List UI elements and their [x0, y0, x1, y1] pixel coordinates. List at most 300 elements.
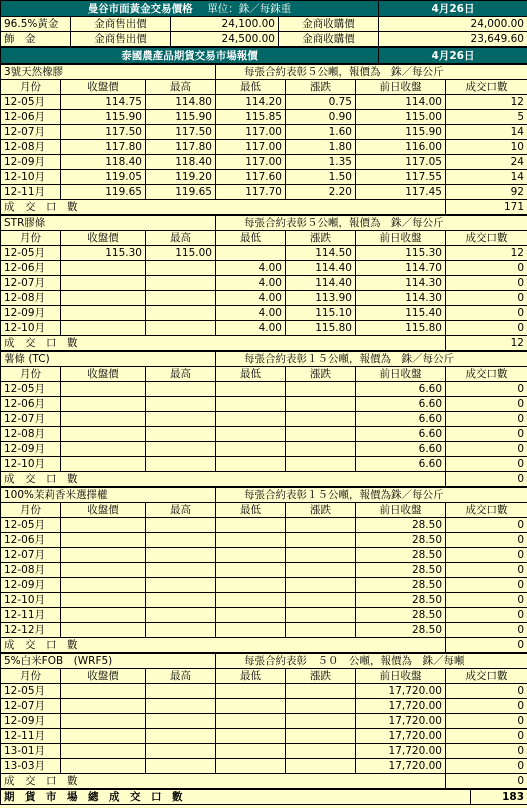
grand-total-label: 期 貨 市 場 總 成 交 口 數: [1, 790, 471, 805]
table-cell: [61, 397, 146, 412]
gold-buy-price: 24,000.00: [379, 17, 527, 32]
table-cell: [286, 578, 356, 593]
table-cell: 17,720.00: [356, 684, 446, 699]
table-cell: [61, 261, 146, 276]
table-cell: 14: [446, 125, 527, 140]
table-cell: [146, 533, 216, 548]
table-cell: 92: [446, 185, 527, 200]
table-cell: 117.50: [61, 125, 146, 140]
table-cell: 28.50: [356, 533, 446, 548]
table-cell: [146, 276, 216, 291]
table-cell: 115.85: [216, 110, 286, 125]
table-cell: 28.50: [356, 593, 446, 608]
section-total-row: [1, 336, 527, 351]
table-cell: [286, 684, 356, 699]
table-cell: 0.90: [286, 110, 356, 125]
table-cell: 12: [446, 246, 527, 261]
column-header: 最低: [216, 367, 286, 382]
table-cell: [146, 306, 216, 321]
section-title-row: [1, 654, 527, 669]
section-total-row: [1, 638, 527, 653]
column-header: 月份: [1, 503, 61, 518]
table-cell: 115.90: [146, 110, 216, 125]
table-cell: 1.50: [286, 170, 356, 185]
table-cell: 6.60: [356, 412, 446, 427]
table-cell: 0: [446, 261, 527, 276]
table-cell: 117.50: [146, 125, 216, 140]
table-row: [1, 412, 527, 427]
table-cell: [286, 608, 356, 623]
table-cell: [216, 759, 286, 774]
table-cell: [61, 427, 146, 442]
column-header: 最高: [146, 669, 216, 684]
table-cell: [146, 684, 216, 699]
table-cell: [216, 699, 286, 714]
table-cell: [216, 684, 286, 699]
table-cell: [61, 729, 146, 744]
column-header: 漲跌: [286, 231, 356, 246]
table-cell: 12-06月: [1, 261, 61, 276]
table-cell: 114.40: [286, 261, 356, 276]
table-cell: 12-09月: [1, 714, 61, 729]
column-header: 前日收盤: [356, 80, 446, 95]
gold-buy-label: 金商收購價: [279, 32, 379, 47]
table-cell: [61, 276, 146, 291]
table-cell: 114.50: [286, 246, 356, 261]
table-cell: [146, 442, 216, 457]
table-cell: 0: [446, 563, 527, 578]
table-cell: 0: [446, 578, 527, 593]
table-cell: [216, 593, 286, 608]
table-cell: 115.00: [356, 110, 446, 125]
table-cell: [61, 744, 146, 759]
section-header-row: [1, 80, 527, 95]
table-cell: 28.50: [356, 548, 446, 563]
table-cell: 12-06月: [1, 110, 61, 125]
table-row: [1, 246, 527, 261]
table-cell: 0: [446, 714, 527, 729]
table-cell: 1.80: [286, 140, 356, 155]
table-row: [1, 185, 527, 200]
table-cell: [216, 578, 286, 593]
column-header: 最低: [216, 503, 286, 518]
table-cell: [61, 623, 146, 638]
table-cell: 12-09月: [1, 155, 61, 170]
table-cell: 12-05月: [1, 518, 61, 533]
table-cell: 6.60: [356, 397, 446, 412]
table-cell: 0: [446, 593, 527, 608]
futures-sections: [0, 64, 527, 789]
table-cell: 12-05月: [1, 382, 61, 397]
table-cell: [146, 563, 216, 578]
table-cell: [146, 291, 216, 306]
table-cell: 119.65: [61, 185, 146, 200]
column-header: 前日收盤: [356, 367, 446, 382]
table-cell: 28.50: [356, 578, 446, 593]
table-row: [1, 699, 527, 714]
table-cell: 118.40: [146, 155, 216, 170]
table-cell: [216, 714, 286, 729]
table-cell: [286, 412, 356, 427]
table-cell: 0: [446, 623, 527, 638]
table-cell: [61, 412, 146, 427]
table-cell: [216, 382, 286, 397]
table-cell: 117.80: [61, 140, 146, 155]
table-cell: 118.40: [61, 155, 146, 170]
column-header: 最高: [146, 80, 216, 95]
table-cell: [61, 518, 146, 533]
table-cell: [146, 623, 216, 638]
table-cell: 6.60: [356, 427, 446, 442]
table-cell: [61, 533, 146, 548]
column-header: 最高: [146, 367, 216, 382]
table-cell: [146, 261, 216, 276]
table-cell: [61, 563, 146, 578]
gold-buy-label: 金商收購價: [279, 17, 379, 32]
table-cell: 119.65: [146, 185, 216, 200]
table-cell: 12-09月: [1, 442, 61, 457]
table-row: [1, 427, 527, 442]
column-header: 月份: [1, 231, 61, 246]
table-row: [1, 125, 527, 140]
section-contract-note: 每張合約表彰５公噸，報價為 銖／每公斤: [216, 216, 527, 231]
section-total-row: [1, 774, 527, 789]
table-cell: 2.20: [286, 185, 356, 200]
table-cell: [216, 397, 286, 412]
column-header: 漲跌: [286, 503, 356, 518]
column-header: 成交口數: [446, 80, 527, 95]
column-header: 收盤價: [61, 503, 146, 518]
section-total-label: 成 交 口 數: [1, 472, 446, 487]
section-contract-note: 每張合約表彰５公噸，報價為 銖／每公斤: [216, 65, 527, 80]
table-cell: 17,720.00: [356, 744, 446, 759]
table-cell: [146, 699, 216, 714]
table-cell: 14: [446, 170, 527, 185]
table-cell: [146, 321, 216, 336]
table-cell: 119.05: [61, 170, 146, 185]
column-header: 漲跌: [286, 367, 356, 382]
gold-price-table: [0, 0, 527, 47]
table-cell: [61, 382, 146, 397]
table-cell: [61, 548, 146, 563]
table-cell: [286, 397, 356, 412]
table-cell: 12-08月: [1, 291, 61, 306]
table-cell: 114.30: [356, 276, 446, 291]
table-cell: [61, 608, 146, 623]
table-cell: 117.00: [216, 155, 286, 170]
table-cell: 114.40: [286, 276, 356, 291]
table-row: [1, 261, 527, 276]
column-header: 最低: [216, 80, 286, 95]
table-cell: [61, 699, 146, 714]
table-row: [1, 593, 527, 608]
table-row: [1, 155, 527, 170]
table-cell: [146, 608, 216, 623]
table-cell: 5: [446, 110, 527, 125]
table-cell: 12-05月: [1, 246, 61, 261]
table-cell: 114.00: [356, 95, 446, 110]
table-cell: [286, 442, 356, 457]
table-cell: [61, 684, 146, 699]
gold-sell-label: 金商售出價: [71, 32, 171, 47]
section-total-label: 成 交 口 數: [1, 774, 446, 789]
section-name: 5%白米FOB (WRF5): [1, 654, 216, 669]
table-cell: 0: [446, 744, 527, 759]
table-cell: 4.00: [216, 276, 286, 291]
table-cell: [286, 548, 356, 563]
table-cell: 115.00: [146, 246, 216, 261]
table-cell: [286, 759, 356, 774]
table-cell: 117.70: [216, 185, 286, 200]
table-row: [1, 608, 527, 623]
table-cell: [61, 759, 146, 774]
table-cell: [146, 729, 216, 744]
section-name: 薯條 (TC): [1, 352, 216, 367]
table-cell: [61, 442, 146, 457]
table-row: [1, 623, 527, 638]
section-total-label: 成 交 口 數: [1, 200, 446, 215]
table-cell: 0: [446, 276, 527, 291]
table-cell: 12-07月: [1, 699, 61, 714]
futures-header-table: [0, 47, 527, 64]
section-contract-note: 每張合約表彰１５公噸，報價為 銖／每公斤: [216, 352, 527, 367]
table-cell: [216, 412, 286, 427]
table-cell: [216, 548, 286, 563]
table-cell: [146, 457, 216, 472]
table-cell: 12-06月: [1, 533, 61, 548]
table-cell: [146, 427, 216, 442]
table-cell: 12-09月: [1, 578, 61, 593]
table-cell: [146, 593, 216, 608]
column-header: 月份: [1, 669, 61, 684]
grand-total-table: [0, 789, 527, 805]
column-header: 成交口數: [446, 367, 527, 382]
table-row: [1, 684, 527, 699]
gold-item-name: 96.5%黃金: [1, 17, 71, 32]
table-cell: [216, 533, 286, 548]
table-cell: 12-11月: [1, 608, 61, 623]
table-row: [1, 397, 527, 412]
table-cell: [146, 714, 216, 729]
table-row: [1, 382, 527, 397]
section-total-label: 成 交 口 數: [1, 336, 446, 351]
table-cell: 12-07月: [1, 412, 61, 427]
grand-total-row: [1, 790, 527, 805]
table-cell: 0: [446, 397, 527, 412]
table-cell: [61, 321, 146, 336]
table-cell: 0: [446, 291, 527, 306]
futures-section-table: [0, 487, 527, 653]
column-header: 月份: [1, 367, 61, 382]
table-cell: [146, 548, 216, 563]
table-cell: [216, 608, 286, 623]
table-cell: 12-05月: [1, 95, 61, 110]
section-title-row: [1, 488, 527, 503]
table-cell: [286, 729, 356, 744]
section-title-row: [1, 216, 527, 231]
table-cell: 12-07月: [1, 276, 61, 291]
table-cell: [216, 744, 286, 759]
table-cell: [61, 457, 146, 472]
section-header-row: [1, 231, 527, 246]
section-total-value: 171: [446, 200, 527, 215]
table-cell: 113.90: [286, 291, 356, 306]
table-cell: 17,720.00: [356, 729, 446, 744]
table-cell: 115.80: [286, 321, 356, 336]
table-row: [1, 95, 527, 110]
section-title-row: [1, 65, 527, 80]
table-row: [1, 457, 527, 472]
gold-sell-price: 24,500.00: [171, 32, 279, 47]
table-cell: 0: [446, 548, 527, 563]
table-cell: 117.55: [356, 170, 446, 185]
gold-date: 4月26日: [379, 1, 527, 17]
table-cell: 0: [446, 457, 527, 472]
table-cell: 24: [446, 155, 527, 170]
table-cell: 12-08月: [1, 427, 61, 442]
table-row: [1, 578, 527, 593]
table-cell: 114.80: [146, 95, 216, 110]
table-row: [1, 291, 527, 306]
section-total-row: [1, 200, 527, 215]
table-cell: 12-07月: [1, 548, 61, 563]
table-cell: [146, 518, 216, 533]
table-cell: 12-05月: [1, 684, 61, 699]
table-cell: 12-10月: [1, 321, 61, 336]
table-cell: [61, 291, 146, 306]
table-cell: 12-10月: [1, 457, 61, 472]
table-cell: 0: [446, 306, 527, 321]
table-row: [1, 442, 527, 457]
table-cell: 116.00: [356, 140, 446, 155]
grand-total-value: 183: [471, 790, 527, 805]
table-cell: [216, 518, 286, 533]
table-cell: 4.00: [216, 321, 286, 336]
table-cell: 12-09月: [1, 306, 61, 321]
column-header: 漲跌: [286, 669, 356, 684]
table-cell: [61, 593, 146, 608]
table-row: [1, 563, 527, 578]
futures-section-table: [0, 351, 527, 487]
table-cell: [286, 563, 356, 578]
table-row: [1, 759, 527, 774]
table-cell: 115.30: [356, 246, 446, 261]
table-cell: [61, 578, 146, 593]
table-cell: [146, 397, 216, 412]
table-cell: 0: [446, 412, 527, 427]
table-row: [1, 306, 527, 321]
table-cell: 17,720.00: [356, 759, 446, 774]
table-cell: 115.30: [61, 246, 146, 261]
table-cell: 12-11月: [1, 185, 61, 200]
column-header: 最低: [216, 669, 286, 684]
table-cell: 13-03月: [1, 759, 61, 774]
futures-section-table: [0, 215, 527, 351]
table-cell: 17,720.00: [356, 699, 446, 714]
table-cell: 28.50: [356, 608, 446, 623]
table-cell: 117.45: [356, 185, 446, 200]
column-header: 最低: [216, 231, 286, 246]
table-cell: 0.75: [286, 95, 356, 110]
section-total-row: [1, 472, 527, 487]
table-cell: [216, 623, 286, 638]
table-cell: 10: [446, 140, 527, 155]
gold-title: 曼谷市面黃金交易價格: [87, 2, 193, 15]
section-total-label: 成 交 口 數: [1, 638, 446, 653]
table-cell: 12-11月: [1, 729, 61, 744]
table-cell: [286, 382, 356, 397]
table-cell: [216, 729, 286, 744]
column-header: 月份: [1, 80, 61, 95]
futures-title: 泰國農產品期貨交易市場報價: [1, 48, 379, 64]
table-cell: 4.00: [216, 261, 286, 276]
gold-sell-price: 24,100.00: [171, 17, 279, 32]
gold-row: [1, 32, 527, 47]
table-cell: 115.40: [356, 306, 446, 321]
table-cell: 114.75: [61, 95, 146, 110]
section-name: STR膠條: [1, 216, 216, 231]
table-cell: 0: [446, 533, 527, 548]
table-cell: 0: [446, 699, 527, 714]
table-cell: 12-08月: [1, 563, 61, 578]
table-cell: [146, 759, 216, 774]
table-cell: 117.60: [216, 170, 286, 185]
table-cell: [286, 699, 356, 714]
table-cell: 117.00: [216, 125, 286, 140]
table-cell: [61, 714, 146, 729]
table-cell: [216, 246, 286, 261]
table-cell: 1.60: [286, 125, 356, 140]
gold-sell-label: 金商售出價: [71, 17, 171, 32]
table-cell: [216, 427, 286, 442]
table-cell: [146, 744, 216, 759]
futures-header-bar: [1, 48, 527, 64]
gold-row: [1, 17, 527, 32]
table-cell: 0: [446, 684, 527, 699]
column-header: 成交口數: [446, 231, 527, 246]
table-cell: [216, 442, 286, 457]
futures-section-table: [0, 64, 527, 215]
table-cell: 28.50: [356, 623, 446, 638]
column-header: 前日收盤: [356, 231, 446, 246]
table-row: [1, 110, 527, 125]
table-cell: 28.50: [356, 563, 446, 578]
table-row: [1, 170, 527, 185]
table-cell: 0: [446, 442, 527, 457]
column-header: 最高: [146, 503, 216, 518]
gold-header-bar: [1, 1, 527, 17]
column-header: 收盤價: [61, 80, 146, 95]
table-cell: 12-07月: [1, 125, 61, 140]
section-title-row: [1, 352, 527, 367]
table-cell: 6.60: [356, 457, 446, 472]
section-total-value: 0: [446, 638, 527, 653]
table-row: [1, 321, 527, 336]
section-header-row: [1, 367, 527, 382]
table-cell: 12-12月: [1, 623, 61, 638]
table-cell: 4.00: [216, 291, 286, 306]
table-row: [1, 744, 527, 759]
section-total-value: 12: [446, 336, 527, 351]
column-header: 成交口數: [446, 669, 527, 684]
column-header: 漲跌: [286, 80, 356, 95]
table-cell: 12-08月: [1, 140, 61, 155]
table-cell: 1.35: [286, 155, 356, 170]
table-cell: [146, 578, 216, 593]
column-header: 收盤價: [61, 231, 146, 246]
table-cell: 115.90: [356, 125, 446, 140]
table-cell: 12-10月: [1, 170, 61, 185]
